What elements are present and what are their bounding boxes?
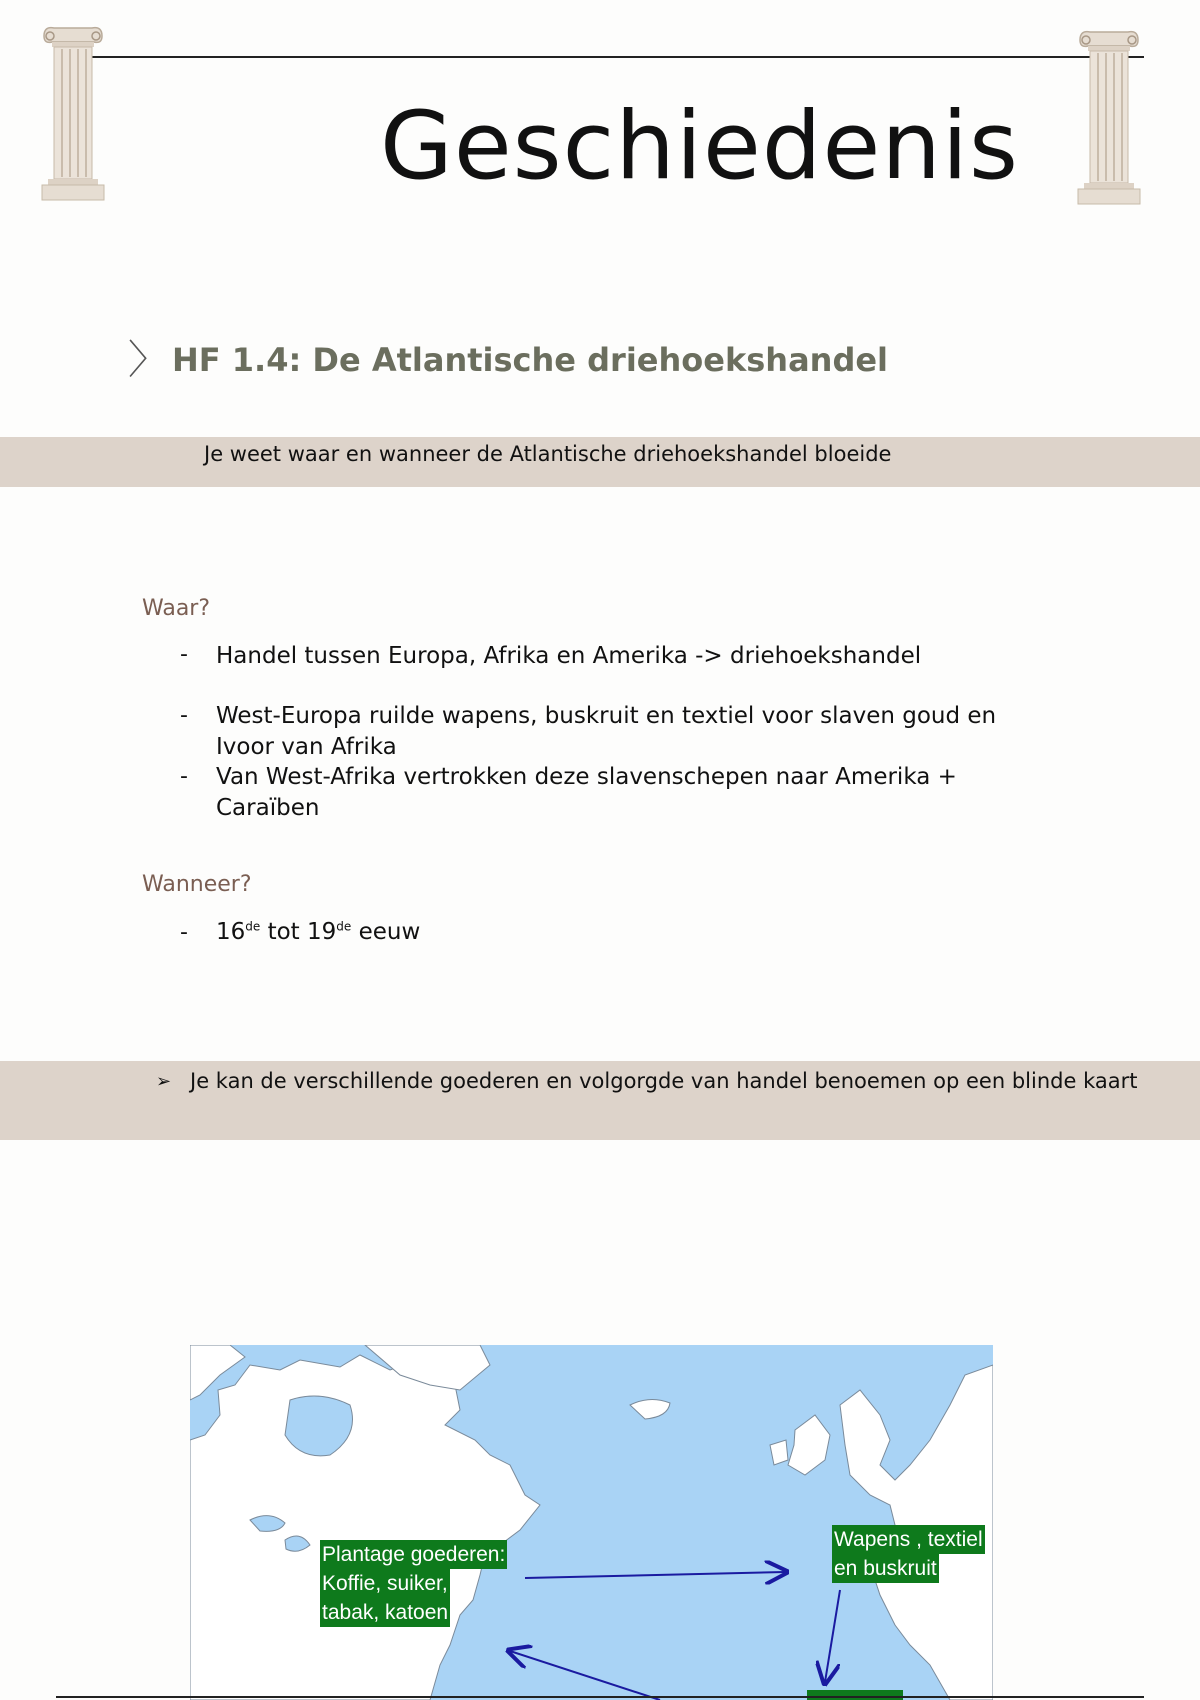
- list-item-line: West-Europa ruilde wapens, buskruit en textiel voor slaven goud en: [216, 703, 997, 729]
- list-dash: -: [180, 920, 188, 945]
- triangular-trade-map: [190, 1345, 993, 1700]
- top-rule: [56, 56, 1144, 58]
- map-label-america: [320, 1540, 507, 1627]
- list-item-waar-2: [216, 701, 1066, 763]
- page-title: Geschiedenis: [380, 92, 1020, 201]
- map-label-line: Plantage goederen:: [320, 1540, 507, 1569]
- list-item-line: Handel tussen Europa, Afrika en Amerika -> driehoekshandel: [216, 643, 922, 669]
- goal-1-text: Je weet waar en wanneer de Atlantische driehoekshandel bloeide: [204, 442, 892, 466]
- ionic-column-left-icon: [40, 22, 106, 202]
- list-item-waar-1: [216, 641, 1066, 672]
- list-dash: -: [180, 764, 188, 789]
- period-suffix: eeuw: [351, 919, 421, 945]
- map-label-line: Koffie, suiker,: [320, 1569, 450, 1598]
- chevron-right-icon: 〉: [128, 337, 168, 383]
- period-from-suffix: de: [245, 919, 261, 934]
- ionic-column-right-icon: [1076, 26, 1142, 206]
- list-dash: -: [180, 642, 188, 667]
- list-item-line: Caraïben: [216, 795, 320, 821]
- map-label-line: en buskruit: [832, 1554, 939, 1583]
- wanneer-heading: Wanneer?: [142, 872, 252, 897]
- list-item-line: Van West-Afrika vertrokken deze slavenschepen naar Amerika +: [216, 764, 957, 790]
- map-label-europe: [832, 1525, 985, 1583]
- list-item-wanneer: [216, 917, 1066, 948]
- goal-2-text: Je kan de verschillende goederen en volgorgde van handel benoemen op een blinde kaart: [190, 1069, 1138, 1093]
- period-from: 16: [216, 919, 246, 945]
- map-label-africa-partial: [807, 1690, 903, 1700]
- period-to-suffix: de: [336, 919, 352, 934]
- waar-heading: Waar?: [142, 596, 211, 621]
- map-label-line: Wapens , textiel: [832, 1525, 985, 1554]
- period-to: 19: [307, 919, 337, 945]
- list-item-line: Ivoor van Afrika: [216, 734, 397, 760]
- list-item-waar-3: [216, 762, 1066, 824]
- bottom-rule: [56, 1696, 1144, 1698]
- map-label-line: tabak, katoen: [320, 1598, 450, 1627]
- arrow-bullet-icon: ➢: [156, 1071, 172, 1092]
- map-graphic: [190, 1345, 993, 1700]
- list-dash: -: [180, 703, 188, 728]
- period-middle: tot: [260, 919, 308, 945]
- section-heading: HF 1.4: De Atlantische driehoekshandel: [172, 341, 889, 379]
